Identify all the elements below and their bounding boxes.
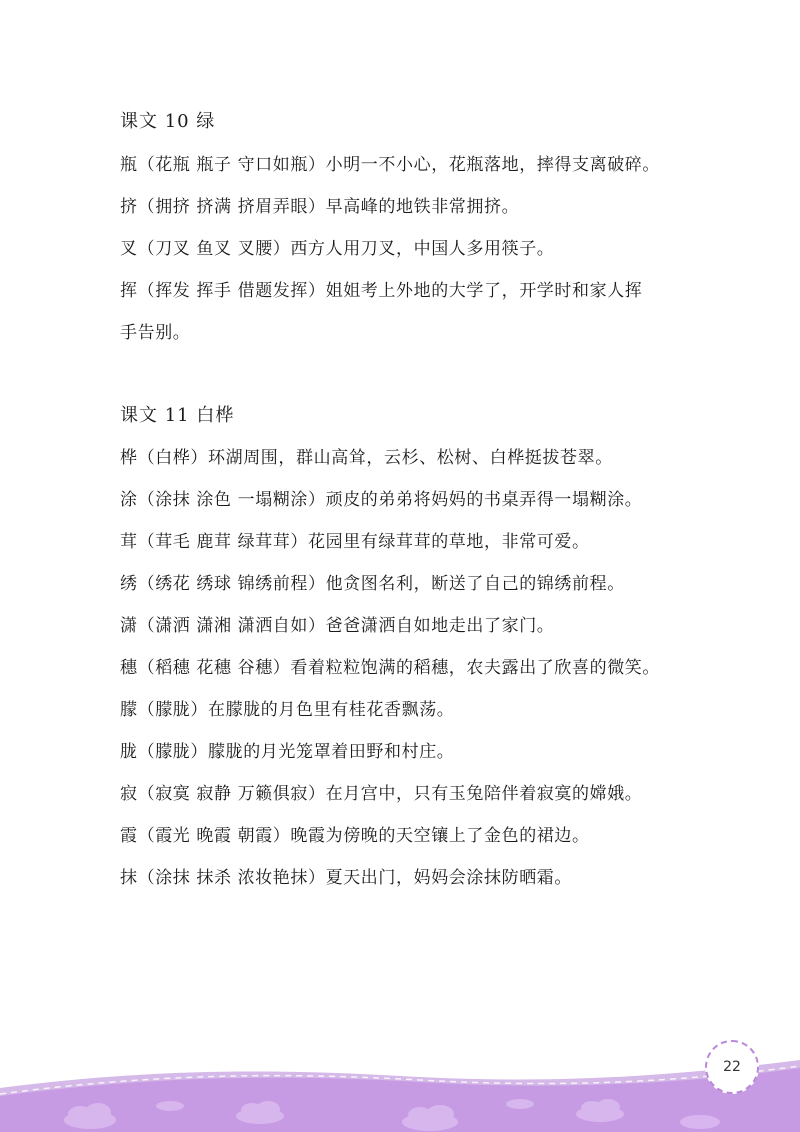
vocab-line: 胧（朦胧）朦胧的月光笼罩着田野和村庄。 bbox=[120, 742, 455, 762]
vocab-line: 穗（稻穗 花穗 谷穗）看着粒粒饱满的稻穗，农夫露出了欣喜的微笑。 bbox=[120, 658, 661, 678]
page-number: 22 bbox=[723, 1059, 741, 1075]
vocab-line: 绣（绣花 绣球 锦绣前程）他贪图名利，断送了自己的锦绣前程。 bbox=[120, 574, 625, 594]
vocab-line: 寂（寂寞 寂静 万籁俱寂）在月宫中，只有玉兔陪伴着寂寞的嫦娥。 bbox=[120, 784, 643, 804]
section-title-lesson-11: 课文 11 白桦 bbox=[120, 405, 235, 426]
vocab-line: 霞（霞光 晚霞 朝霞）晚霞为傍晚的天空镶上了金色的裙边。 bbox=[120, 826, 590, 846]
page-number-badge bbox=[705, 1040, 759, 1094]
vocab-line-continued: 手告别。 bbox=[120, 323, 191, 343]
vocab-line: 瓶（花瓶 瓶子 守口如瓶）小明一不小心，花瓶落地，摔得支离破碎。 bbox=[120, 155, 661, 175]
vocab-line: 挤（拥挤 挤满 挤眉弄眼）早高峰的地铁非常拥挤。 bbox=[120, 197, 520, 217]
vocab-line: 挥（挥发 挥手 借题发挥）姐姐考上外地的大学了，开学时和家人挥 bbox=[120, 281, 643, 301]
vocab-line: 桦（白桦）环湖周围，群山高耸，云杉、松树、白桦挺拔苍翠。 bbox=[120, 448, 613, 468]
vocab-line: 茸（茸毛 鹿茸 绿茸茸）花园里有绿茸茸的草地，非常可爱。 bbox=[120, 532, 590, 552]
vocab-line: 朦（朦胧）在朦胧的月色里有桂花香飘荡。 bbox=[120, 700, 455, 720]
vocab-line: 潇（潇洒 潇湘 潇洒自如）爸爸潇洒自如地走出了家门。 bbox=[120, 616, 555, 636]
vocab-line: 叉（刀叉 鱼叉 叉腰）西方人用刀叉，中国人多用筷子。 bbox=[120, 239, 555, 259]
section-title-lesson-10: 课文 10 绿 bbox=[120, 111, 216, 132]
vocab-line: 涂（涂抹 涂色 一塌糊涂）顽皮的弟弟将妈妈的书桌弄得一塌糊涂。 bbox=[120, 490, 643, 510]
footer-wave-decoration bbox=[0, 1030, 800, 1132]
vocab-line: 抹（涂抹 抹杀 浓妆艳抹）夏天出门，妈妈会涂抹防晒霜。 bbox=[120, 868, 573, 888]
